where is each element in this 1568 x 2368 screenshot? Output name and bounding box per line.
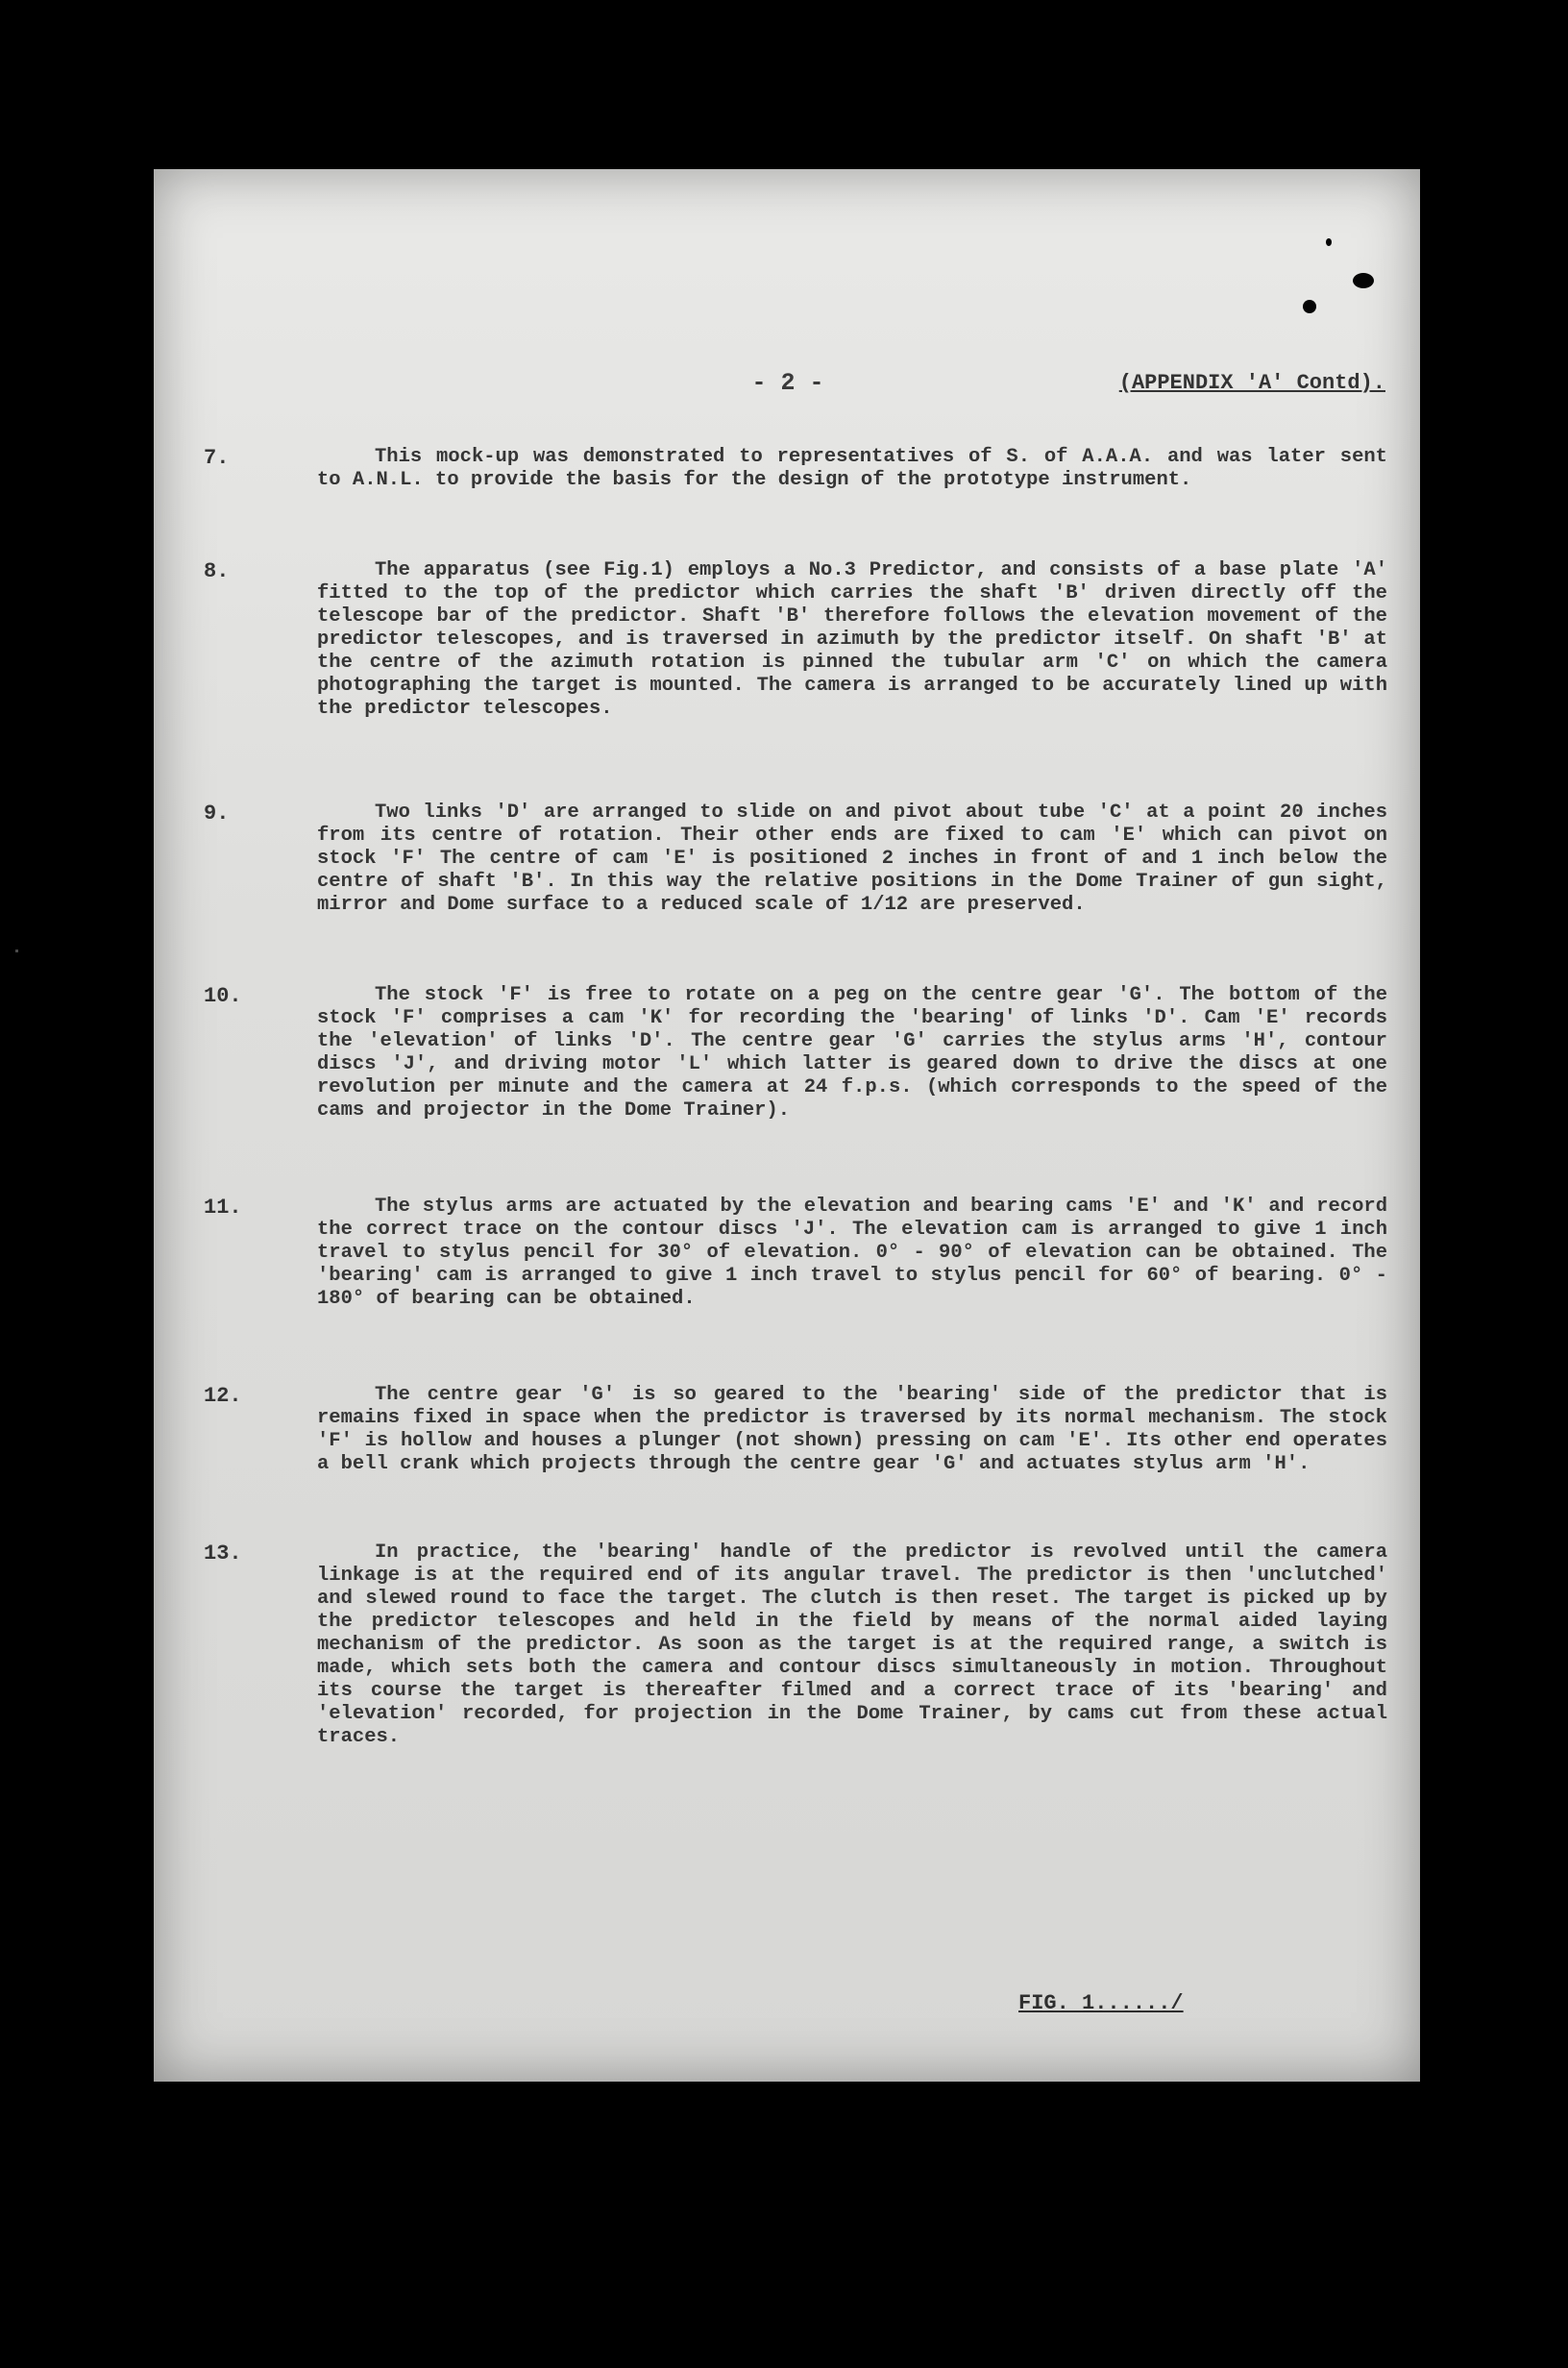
- paragraph-7: [204, 446, 1387, 492]
- paragraph-text: Two links 'D' are arranged to slide on and pivot about tube 'C' at a point 20 inches from its centre of rotation. Their other ends are fixed to cam 'E' which can pivot on stock 'F' The centre of cam 'E' is positioned 2 inches in front of and 1 inch below the centre of shaft 'B'. In this way the relative positions in the Dome Trainer of gun sight, mirror and Dome surface to a reduced scale of 1/12 are preserved.: [317, 802, 1387, 916]
- paragraph-13: [204, 1542, 1387, 1749]
- paragraph-text: The centre gear 'G' is so geared to the 'bearing' side of the predictor that is remains fixed in space when the predictor is traversed by its normal mechanism. The stock 'F' is hollow and houses a plunger (not shown) pressing on cam 'E'. Its other end operates a bell crank which projects through the centre gear 'G' and actuates stylus arm 'H'.: [317, 1384, 1387, 1475]
- paragraph-text: The stock 'F' is free to rotate on a peg on the centre gear 'G'. The bottom of the stock 'F' comprises a cam 'K' for recording the 'bearing' of links 'D'. Cam 'E' records the 'elevation' of links 'D'. The centre gear 'G' carries the stylus arms 'H', contour discs 'J', and driving motor 'L' which latter is geared down to drive the discs at one revolution per minute and the camera at 24 f.p.s. (which corresponds to the speed of the cams and projector in the Dome Trainer).: [317, 984, 1387, 1122]
- paragraph-9: [204, 802, 1387, 917]
- paragraph-8: [204, 559, 1387, 721]
- ink-blot-small: [1326, 238, 1332, 246]
- page-number: - 2 -: [751, 369, 824, 397]
- paragraph-number: 11.: [204, 1196, 242, 1220]
- paragraph-number: 7.: [204, 446, 230, 470]
- appendix-reference: (APPENDIX 'A' Contd).: [1118, 371, 1385, 395]
- paragraph-text: The apparatus (see Fig.1) employs a No.3 Predictor, and consists of a base plate 'A' fitted to the top of the predictor which carries the shaft 'B' driven directly off the telescope bar of the predictor. Shaft 'B' therefore follows the elevation movement of the predictor telescopes, and is traversed in azimuth by the predictor itself. On shaft 'B' at the centre of the azimuth rotation is pinned the tubular arm 'C' on which the camera photographing the target is mounted. The camera is arranged to be accurately lined up with the predictor telescopes.: [317, 559, 1387, 720]
- paragraph-12: [204, 1384, 1387, 1476]
- ink-blot-medium: [1303, 300, 1316, 313]
- paragraph-number: 13.: [204, 1542, 242, 1566]
- paragraph-number: 9.: [204, 802, 230, 826]
- paragraph-10: [204, 984, 1387, 1122]
- paragraph-text: The stylus arms are actuated by the elevation and bearing cams 'E' and 'K' and record the correct trace on the contour discs 'J'. The elevation cam is arranged to give 1 inch travel to stylus pencil for 30° of elevation. 0° - 90° of elevation can be obtained. The 'bearing' cam is arranged to give 1 inch travel to stylus pencil for 60° of bearing. 0° - 180° of bearing can be obtained.: [317, 1196, 1387, 1310]
- paragraph-number: 8.: [204, 559, 230, 583]
- paragraph-number: 10.: [204, 984, 242, 1008]
- paragraph-text: This mock-up was demonstrated to representatives of S. of A.A.A. and was later sent to A.N.L. to provide the basis for the design of the prototype instrument.: [317, 446, 1387, 491]
- catchword: FIG. 1....../: [1018, 1991, 1184, 2015]
- paragraph-number: 12.: [204, 1384, 242, 1408]
- document-page: [154, 169, 1420, 2082]
- paragraph-text: In practice, the 'bearing' handle of the predictor is revolved until the camera linkage is at the required end of its angular travel. The predictor is then 'unclutched' and slewed round to face the target. The clutch is then reset. The target is picked up by the predictor telescopes and held in the field by means of the normal aided laying mechanism of the predictor. As soon as the target is at the required range, a switch is made, which sets both the camera and contour discs simultaneously in motion. Throughout its course the target is thereafter filmed and a correct trace of its 'bearing' and 'elevation' recorded, for projection in the Dome Trainer, by cams cut from these actual traces.: [317, 1542, 1387, 1748]
- paragraph-11: [204, 1196, 1387, 1311]
- ink-blot-large: [1353, 273, 1374, 288]
- film-edge-speck: [15, 950, 18, 952]
